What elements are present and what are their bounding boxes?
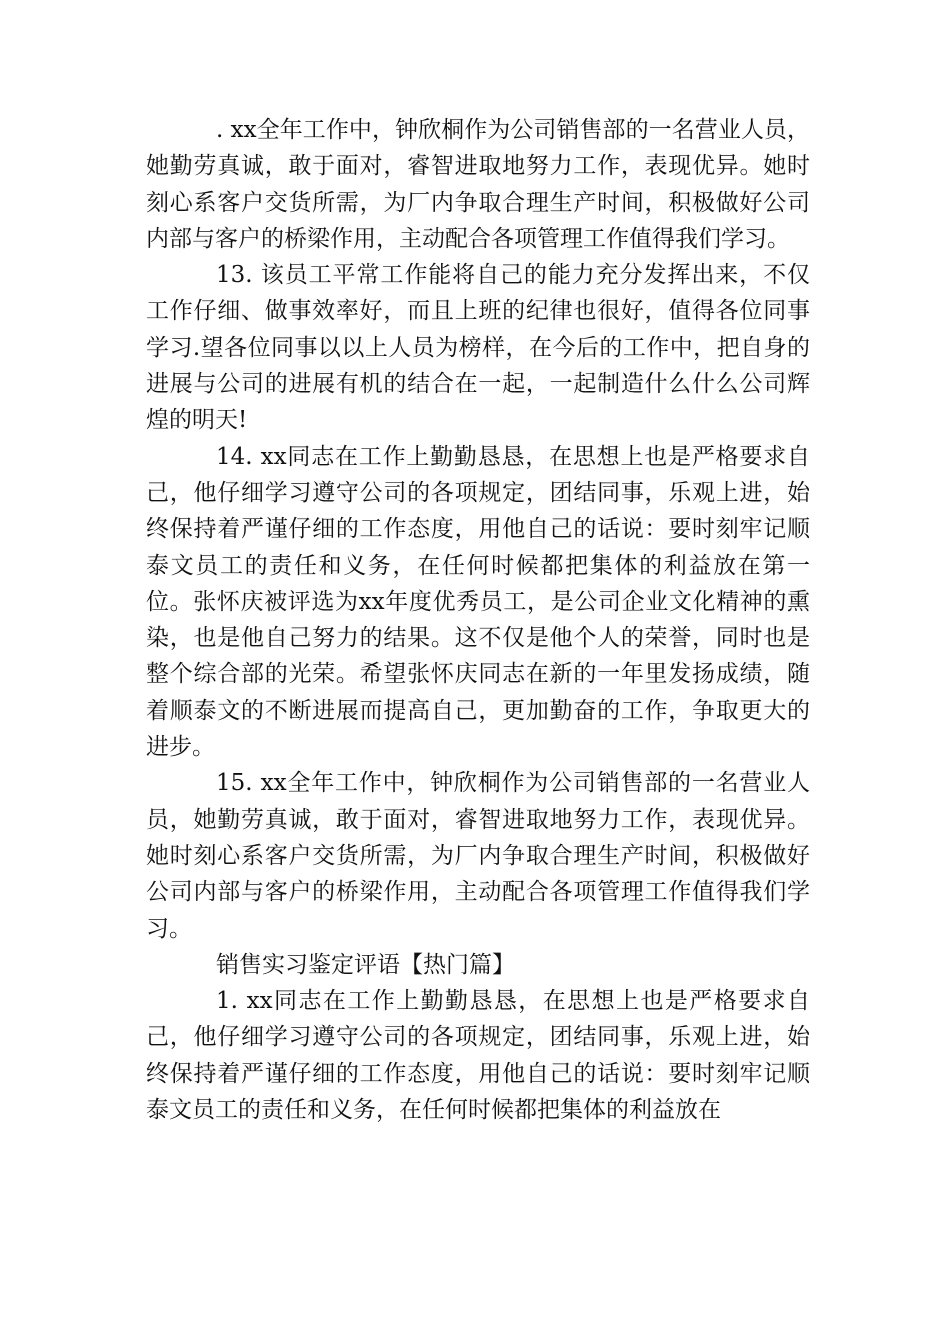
paragraph-item-15: 15. xx全年工作中，钟欣桐作为公司销售部的一名营业人员，她勤劳真诚，敢于面对，睿智进取地努力工作，表现优异。她时刻心系客户交货所需，为厂内争取合理生产时间，积极做好公司内部与客户的桥梁作用，主动配合各项管理工作值得我们学习。 [146,770,810,942]
paragraph-item-1: 1. xx同志在工作上勤勤恳恳，在思想上也是严格要求自己，他仔细学习遵守公司的各项规定，团结同事，乐观上进，始终保持着严谨仔细的工作态度，用他自己的话说：要时刻牢记顺泰文员工的责任和义务，在任何时候都把集体的利益放在 [146,988,810,1124]
paragraph-item-14: 14. xx同志在工作上勤勤恳恳，在思想上也是严格要求自己，他仔细学习遵守公司的各项规定，团结同事，乐观上进，始终保持着严谨仔细的工作态度，用他自己的话说：要时刻牢记顺泰文员工的责任和义务，在任何时候都把集体的利益放在第一位。张怀庆被评选为xx年度优秀员工，是公司企业文化精神的熏染，也是他自己努力的结果。这不仅是他个人的荣誉，同时也是整个综合部的光荣。希望张怀庆同志在新的一年里发扬成绩，随着顺泰文的不断进展而提高自己，更加勤奋的工作，争取更大的进步。 [146,443,810,761]
document-body [146,112,810,1128]
section-heading: 销售实习鉴定评语【热门篇】 [216,951,515,978]
paragraph-item-12: . xx全年工作中，钟欣桐作为公司销售部的一名营业人员，她勤劳真诚，敢于面对，睿智进取地努力工作，表现优异。她时刻心系客户交货所需，为厂内争取合理生产时间，积极做好公司内部与客户的桥梁作用，主动配合各项管理工作值得我们学习。 [146,117,810,252]
paragraph-item-13: 13. 该员工平常工作能将自己的能力充分发挥出来，不仅工作仔细、做事效率好，而且上班的纪律也很好，值得各位同事学习.望各位同事以以上人员为榜样，在今后的工作中，把自身的进展与公司的进展有机的结合在一起，一起制造什么什么公司辉煌的明天! [146,262,810,434]
